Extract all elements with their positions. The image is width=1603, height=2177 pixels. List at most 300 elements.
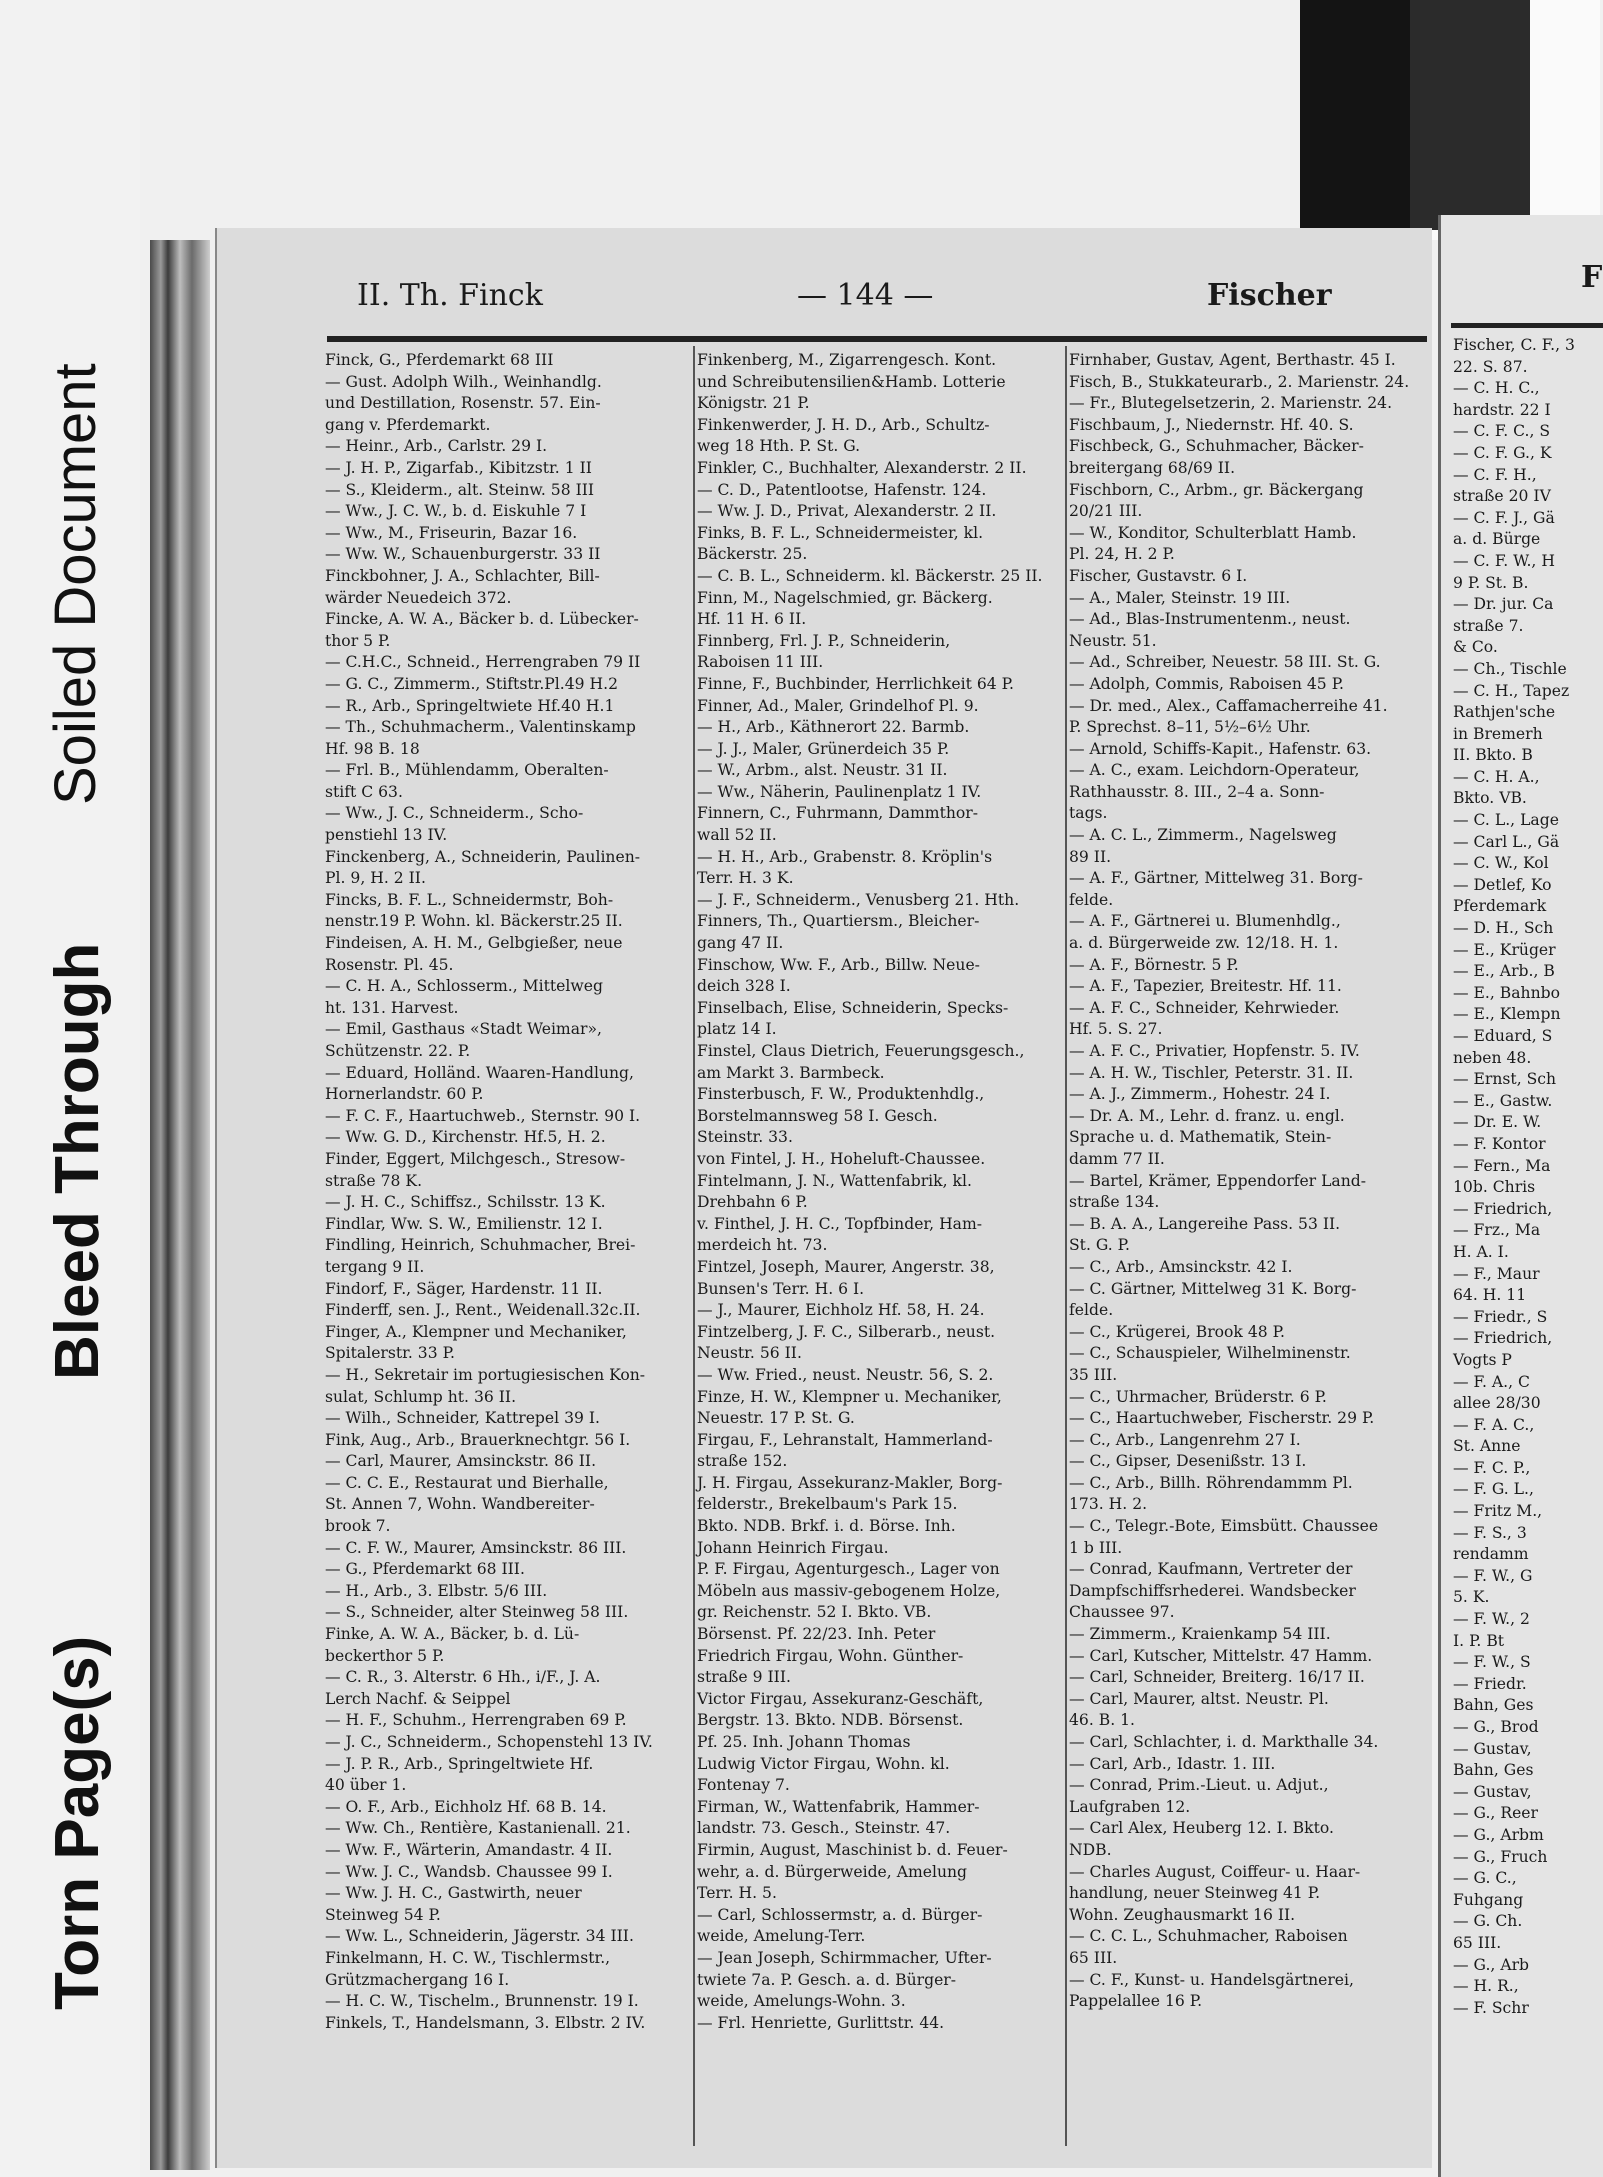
directory-entry-line: I. P. Bt [1453,1631,1505,1650]
directory-entry-line: — J. J., Maler, Grünerdeich 35 P. [697,739,950,758]
directory-entry-line: penstiehl 13 IV. [325,826,448,845]
directory-entry-line: Finger, A., Klempner und Mechaniker, [325,1322,627,1341]
directory-entry-line: Rosenstr. Pl. 45. [325,955,454,974]
directory-entry-line: Ludwig Victor Firgau, Wohn. kl. [697,1754,950,1773]
directory-entry-line: — H. F., Schuhm., Herrengraben 69 P. [325,1711,627,1730]
directory-entry-line: — Ernst, Sch [1453,1070,1557,1089]
directory-entry-line: gr. Reichenstr. 52 I. Bkto. VB. [697,1603,932,1622]
directory-entry-line: Fischer, C. F., 3 [1453,336,1575,354]
directory-entry-line: Pferdemark [1453,897,1547,916]
directory-entry-line: & Co. [1453,638,1498,657]
directory-entry-line: sulat, Schlump ht. 36 II. [325,1387,517,1406]
directory-entry-line: — F. W., 2 [1453,1610,1530,1629]
directory-entry-line: — F., Maur [1453,1264,1540,1283]
directory-entry-line: Fink, Aug., Arb., Brauerknechtgr. 56 I. [325,1430,631,1449]
directory-entry-line: Bunsen's Terr. H. 6 I. [697,1279,865,1298]
directory-entry-line: Finck, G., Pferdemarkt 68 III [325,351,554,369]
directory-entry-line: — E., Arb., B [1453,962,1555,981]
directory-entry-line: — W., Arbm., alst. Neustr. 31 II. [697,761,948,780]
directory-entry-line: Hornerlandstr. 60 P. [325,1085,484,1104]
directory-entry-line: — Eduard, Holländ. Waaren-Handlung, [325,1063,634,1082]
directory-entry-line: v. Finthel, J. H. C., Topfbinder, Ham- [697,1214,983,1233]
directory-entry-line: II. Bkto. B [1453,746,1533,765]
directory-entry-line: Steinstr. 33. [697,1128,793,1147]
directory-entry-line: thor 5 P. [325,631,391,650]
directory-entry-line: — Ww. J. C., Wandsb. Chaussee 99 I. [325,1862,613,1881]
directory-entry-line: Firnhaber, Gustav, Agent, Berthastr. 45 I. [1069,351,1396,369]
next-page-header: F [1581,260,1603,295]
directory-entry-line: Wohn. Zeughausmarkt 16 II. [1069,1905,1296,1924]
torn-pages-label: Torn Page(s) [43,1635,112,2010]
directory-entry-line: damm 77 II. [1069,1149,1165,1168]
directory-entry-line: Hf. 98 B. 18 [325,739,420,758]
directory-entry-line: 20/21 III. [1069,502,1143,521]
directory-entry-line: — F. C. F., Haartuchweb., Sternstr. 90 I. [325,1106,641,1125]
directory-entry-line: Finkenwerder, J. H. D., Arb., Schultz- [697,415,990,434]
directory-entry-line: straße 20 IV [1453,487,1551,506]
directory-entry-line: — C. F. H., [1453,465,1537,484]
directory-entry-line: — O. F., Arb., Eichholz Hf. 68 B. 14. [325,1797,607,1816]
directory-entry-line: — Frl. B., Mühlendamm, Oberalten- [325,761,609,780]
directory-entry-line: — C. H. A., Schlosserm., Mittelweg [325,977,603,996]
scan-dark-band [1300,0,1410,230]
directory-entry-line: St. Anne [1453,1437,1521,1456]
directory-entry-line: weide, Amelungs-Wohn. 3. [697,1992,906,2011]
directory-entry-line: Neustr. 51. [1069,631,1157,650]
directory-entry-line: Finstel, Claus Dietrich, Feuerungsgesch., [697,1042,1025,1060]
directory-entry-line: straße 7. [1453,616,1524,635]
directory-entry-line: 65 III. [1453,1933,1502,1952]
directory-entry-line: Pappelallee 16 P. [1069,1992,1203,2011]
directory-entry-line: — Dr. jur. Ca [1453,595,1554,614]
directory-entry-line: — H. C. W., Tischelm., Brunnenstr. 19 I. [325,1992,639,2011]
directory-entry-line: — Conrad, Kaufmann, Vertreter der [1069,1560,1353,1579]
bleed-through-label: Bleed Through [43,942,112,1380]
directory-entry-line: — Frl. Henriette, Gurlittstr. 44. [697,2013,945,2032]
directory-entry-line: — F. G. L., [1453,1480,1534,1499]
directory-entry-line: — C., Schauspieler, Wilhelminenstr. [1069,1344,1351,1363]
directory-entry-line: Bkto. NDB. Brkf. i. d. Börse. Inh. [697,1517,956,1536]
directory-entry-line: wärder Neuedeich 372. [325,588,512,607]
directory-entry-line: 9 P. St. B. [1453,573,1529,592]
directory-entry-line: brook 7. [325,1517,391,1536]
directory-entry-line: P. Sprechst. 8–11, 5½–6½ Uhr. [1069,718,1311,737]
directory-entry-line: Finschow, Ww. F., Arb., Billw. Neue- [697,955,980,974]
directory-entry-line: — C. H. A., [1453,767,1540,786]
directory-entry-line: — C. F. W., Maurer, Amsinckstr. 86 III. [325,1538,627,1557]
directory-entry-line: 10b. Chris [1453,1178,1536,1197]
directory-entry-line: Neustr. 56 II. [697,1344,802,1363]
directory-entry-line: — Fern., Ma [1453,1156,1551,1175]
directory-entry-line: Findling, Heinrich, Schuhmacher, Brei- [325,1236,636,1255]
directory-entry-line: a. d. Bürge [1453,530,1541,549]
directory-entry-line: — C. C. E., Restaurat und Bierhalle, [325,1473,609,1492]
directory-entry-line: Finn, M., Nagelschmied, gr. Bäckerg. [697,588,993,607]
directory-entry-line: Borstelmannsweg 58 I. Gesch. [697,1106,938,1125]
directory-entry-line: Johann Heinrich Firgau. [697,1538,889,1557]
directory-entry-line: Bkto. VB. [1453,789,1527,808]
directory-entry-line: Finder, Eggert, Milchgesch., Stresow- [325,1149,626,1168]
directory-entry-line: Firmin, August, Maschinist b. d. Feuer- [697,1840,1008,1859]
directory-entry-line: — C., Krügerei, Brook 48 P. [1069,1322,1285,1341]
directory-entry-line: — C., Gipser, Desenißstr. 13 I. [1069,1452,1307,1471]
directory-entry-line: — A. F., Börnestr. 5 P. [1069,955,1239,974]
directory-entry-line: — C., Haartuchweber, Fischerstr. 29 P. [1069,1409,1375,1428]
directory-entry-line: — C., Uhrmacher, Brüderstr. 6 P. [1069,1387,1327,1406]
directory-entry-line: Finne, F., Buchbinder, Herrlichkeit 64 P. [697,674,1014,693]
directory-column-1 [325,350,690,2034]
directory-entry-line: — Arnold, Schiffs-Kapit., Hafenstr. 63. [1069,739,1372,758]
directory-entry-line: — G. C., Zimmerm., Stiftstr.Pl.49 H.2 [325,674,618,693]
directory-entry-line: 173. H. 2. [1069,1495,1148,1514]
directory-entry-line: 1 b III. [1069,1538,1123,1557]
directory-entry-line: — E., Klempn [1453,1005,1561,1024]
directory-entry-line: Fuhgang [1453,1890,1524,1909]
directory-entry-line: felde. [1069,1301,1114,1320]
directory-entry-line: Hf. 11 H. 6 II. [697,610,807,629]
directory-entry-line: — Dr. A. M., Lehr. d. franz. u. engl. [1069,1106,1345,1125]
directory-entry-line: 35 III. [1069,1365,1118,1384]
directory-entry-line: deich 328 I. [697,977,791,996]
directory-entry-line: — Ww. J. D., Privat, Alexanderstr. 2 II. [697,502,997,521]
directory-entry-line: stift C 63. [325,782,403,801]
directory-entry-line: — Ch., Tischle [1453,659,1567,678]
directory-entry-line: — Ww., J. C., Schneiderm., Scho- [325,804,584,823]
directory-entry-line: in Bremerh [1453,724,1543,743]
directory-entry-line: — F. Kontor [1453,1134,1546,1153]
directory-entry-line: nenstr.19 P. Wohn. kl. Bäckerstr.25 II. [325,912,623,931]
directory-entry-line: Finkenberg, M., Zigarrengesch. Kont. [697,351,997,369]
directory-entry-line: — Friedrich, [1453,1199,1553,1218]
directory-entry-line: Lerch Nachf. & Seippel [325,1689,511,1708]
directory-entry-line: — H. H., Arb., Grabenstr. 8. Kröplin's [697,847,993,866]
directory-entry-line: Finckenberg, A., Schneiderin, Paulinen- [325,847,641,866]
page-header [357,278,1427,318]
directory-entry-line: — Ad., Schreiber, Neuestr. 58 III. St. G. [1069,653,1381,672]
directory-entry-line: Finkelmann, H. C. W., Tischlermstr., [325,1948,611,1967]
directory-entry-line: — Ww. F., Wärterin, Amandastr. 4 II. [325,1840,613,1859]
column-divider [693,346,695,2146]
directory-entry-line: — Ww. W., Schauenburgerstr. 33 II [325,545,601,564]
directory-entry-line: — J. H. C., Schiffsz., Schilsstr. 13 K. [325,1193,606,1212]
directory-entry-line: — A. F., Tapezier, Breitestr. Hf. 11. [1069,977,1342,996]
directory-entry-line: Bäckerstr. 25. [697,545,808,564]
directory-entry-line: Schützenstr. 22. P. [325,1042,471,1060]
directory-entry-line: und Destillation, Rosenstr. 57. Ein- [325,394,601,413]
directory-entry-line: Pl. 9, H. 2 II. [325,869,426,888]
directory-entry-line: H. A. I. [1453,1242,1509,1261]
directory-entry-line: — C. F., Kunst- u. Handelsgärtnerei, [1069,1970,1354,1989]
directory-entry-line: — Gustav, [1453,1782,1532,1801]
directory-entry-line: — J. P. R., Arb., Springeltwiete Hf. [325,1754,594,1773]
directory-entry-line: — Friedr., S [1453,1307,1548,1326]
directory-entry-line: Findlar, Ww. S. W., Emilienstr. 12 I. [325,1214,603,1233]
directory-entry-line: — C. D., Patentlootse, Hafenstr. 124. [697,480,987,499]
directory-entry-line: — C. Gärtner, Mittelweg 31 K. Borg- [1069,1279,1357,1298]
directory-entry-line: wall 52 II. [697,826,777,845]
directory-entry-line: — F. Schr [1453,1998,1529,2017]
directory-entry-line: — G., Fruch [1453,1847,1548,1866]
page-number: — 144 — [797,278,934,313]
directory-entry-line: — C. W., Kol [1453,854,1549,873]
directory-entry-line: — Carl, Kutscher, Mittelstr. 47 Hamm. [1069,1646,1373,1665]
directory-entry-line: von Fintel, J. H., Hoheluft-Chaussee. [697,1149,986,1168]
directory-entry-line: Findorf, F., Säger, Hardenstr. 11 II. [325,1279,603,1298]
directory-entry-line: tergang 9 II. [325,1257,425,1276]
directory-entry-line: Fischbaum, J., Niedernstr. Hf. 40. S. [1069,415,1354,434]
scan-dark-band-2 [1410,0,1530,230]
directory-entry-line: twiete 7a. P. Gesch. a. d. Bürger- [697,1970,957,1989]
directory-entry-line: Firgau, F., Lehranstalt, Hammerland- [697,1430,993,1449]
scan-annotation-banner [0,0,140,2177]
directory-entry-line: — C. L., Lage [1453,811,1559,830]
directory-entry-line: — Carl, Maurer, Amsinckstr. 86 II. [325,1452,597,1471]
directory-entry-line: — C., Telegr.-Bote, Eimsbütt. Chaussee [1069,1517,1379,1536]
directory-entry-line: gang 47 II. [697,934,784,953]
directory-entry-line: Pl. 24, H. 2 P. [1069,545,1175,564]
directory-entry-line: — J. C., Schneiderm., Schopenstehl 13 IV. [325,1733,653,1751]
directory-entry-line: straße 152. [697,1452,788,1471]
directory-entry-line: hardstr. 22 I [1453,400,1551,419]
directory-entry-line: Möbeln aus massiv-gebogenem Holze, [697,1581,1001,1600]
directory-entry-line: — G., Arb [1453,1955,1530,1974]
directory-entry-line: 89 II. [1069,847,1112,866]
directory-entry-line: — C., Arb., Amsinckstr. 42 I. [1069,1257,1293,1276]
directory-entry-line: Pf. 25. Inh. Johann Thomas [697,1733,911,1751]
directory-entry-line: wehr, a. d. Bürgerweide, Amelung [697,1862,968,1881]
header-last-entry: Fischer [1207,278,1332,313]
directory-entry-line: Spitalerstr. 33 P. [325,1344,455,1363]
directory-entry-line: 65 III. [1069,1948,1118,1967]
directory-entry-line: merdeich ht. 73. [697,1236,828,1255]
directory-entry-line: — W., Konditor, Schulterblatt Hamb. [1069,523,1357,542]
directory-entry-line: Finze, H. W., Klempner u. Mechaniker, [697,1387,1002,1406]
directory-entry-line: — Wilh., Schneider, Kattrepel 39 I. [325,1409,601,1428]
directory-entry-line: St. G. P. [1069,1236,1130,1255]
directory-entry-line: — H., Arb., Käthnerort 22. Barmb. [697,718,970,737]
directory-entry-line: — E., Krüger [1453,940,1556,959]
directory-entry-line: — Fr., Blutegelsetzerin, 2. Marienstr. 24. [1069,394,1393,413]
directory-entry-line: — C. R., 3. Alterstr. 6 Hh., i/F., J. A. [325,1668,601,1687]
directory-entry-line: weide, Amelung-Terr. [697,1927,866,1946]
directory-entry-line: — C., Arb., Langenrehm 27 I. [1069,1430,1301,1449]
directory-entry-line: Terr. H. 5. [697,1884,777,1903]
directory-entry-line: — S., Schneider, alter Steinweg 58 III. [325,1603,629,1622]
directory-entry-line: Dampfschiffsrhederei. Wandsbecker [1069,1581,1356,1600]
directory-entry-line: — F. W., G [1453,1566,1533,1585]
directory-entry-line: Finner, Ad., Maler, Grindelhof Pl. 9. [697,696,979,715]
directory-column-2 [697,350,1062,2034]
directory-entry-line: — R., Arb., Springeltwiete Hf.40 H.1 [325,696,615,715]
directory-entry-line: rendamm [1453,1545,1529,1564]
directory-entry-line: — G., Arbm [1453,1825,1544,1844]
directory-entry-line: Fincks, B. F. L., Schneidermstr, Boh- [325,890,614,909]
directory-entry-line: felderstr., Brekelbaum's Park 15. [697,1495,958,1514]
directory-entry-line: Firman, W., Wattenfabrik, Hammer- [697,1797,980,1816]
directory-entry-line: Fischbeck, G., Schuhmacher, Bäcker- [1069,437,1364,456]
directory-entry-line: St. Annen 7, Wohn. Wandbereiter- [325,1495,595,1514]
directory-entry-line: — Carl, Maurer, altst. Neustr. Pl. [1069,1689,1329,1708]
directory-entry-line: — E., Bahnbo [1453,983,1561,1002]
directory-entry-line: — Gustav, [1453,1739,1532,1758]
directory-entry-line: 64. H. 11 [1453,1286,1527,1305]
book-page-edges [150,240,210,2170]
directory-entry-line: Finkler, C., Buchhalter, Alexanderstr. 2 II. [697,458,1027,477]
directory-entry-line: — Detlef, Ko [1453,875,1552,894]
directory-entry-line: 40 über 1. [325,1776,407,1795]
directory-entry-line: — J. F., Schneiderm., Venusberg 21. Hth. [697,890,1020,909]
directory-entry-line: — Eduard, S [1453,1027,1553,1045]
column-divider [1065,346,1067,2146]
directory-entry-line: allee 28/30 [1453,1394,1541,1413]
directory-entry-line: — Ww. Fried., neust. Neustr. 56, S. 2. [697,1365,994,1384]
directory-entry-line: — A. F., Gärtnerei u. Blumenhdlg., [1069,912,1341,931]
directory-entry-line: a. d. Bürgerweide zw. 12/18. H. 1. [1069,934,1339,953]
directory-entry-line: Friedrich Firgau, Wohn. Günther- [697,1646,964,1665]
directory-entry-line: — Ww. Ch., Rentière, Kastanienall. 21. [325,1819,631,1838]
next-page-fragment [1438,215,1603,2177]
directory-entry-line: — H., Sekretair im portugiesischen Kon- [325,1365,646,1384]
directory-entry-line: Terr. H. 3 K. [697,869,794,888]
directory-entry-line: Finke, A. W. A., Bäcker, b. d. Lü- [325,1625,580,1644]
directory-entry-line: — Friedrich, [1453,1329,1553,1348]
directory-entry-line: — Adolph, Commis, Raboisen 45 P. [1069,674,1344,693]
directory-entry-line: — C. H. C., [1453,379,1540,398]
directory-entry-line: — Ww., M., Friseurin, Bazar 16. [325,523,578,542]
directory-entry-line: 22. S. 87. [1453,357,1528,376]
directory-entry-line: — Carl, Schlachter, i. d. Markthalle 34. [1069,1733,1379,1751]
directory-entry-line: Laufgraben 12. [1069,1797,1191,1816]
directory-entry-line: NDB. [1069,1840,1112,1859]
directory-entry-line: — Ww. G. D., Kirchenstr. Hf.5, H. 2. [325,1128,606,1147]
directory-entry-line: felde. [1069,890,1114,909]
next-page-rule [1451,323,1603,328]
directory-entry-line: Bahn, Ges [1453,1696,1534,1715]
directory-entry-line: — F. A. C., [1453,1415,1535,1434]
directory-entry-line: — Friedr. [1453,1674,1527,1693]
directory-entry-line: — C. F. G., K [1453,443,1552,462]
directory-entry-line: — Carl Alex, Heuberg 12. I. Bkto. [1069,1819,1334,1838]
directory-entry-line: — Ad., Blas-Instrumentenm., neust. [1069,610,1351,629]
directory-entry-line: — Ww., J. C. W., b. d. Eiskuhle 7 I [325,502,587,521]
directory-entry-line: Fintzel, Joseph, Maurer, Angerstr. 38, [697,1257,995,1276]
directory-entry-line: — Ww. J. H. C., Gastwirth, neuer [325,1884,582,1903]
directory-entry-line: Finsterbusch, F. W., Produktenhdlg., [697,1085,985,1104]
directory-entry-line: tags. [1069,804,1108,823]
directory-entry-line: straße 9 III. [697,1668,791,1687]
directory-entry-line: — C.H.C., Schneid., Herrengraben 79 II [325,653,641,672]
directory-entry-line: — C. F. C., S [1453,422,1551,441]
directory-entry-line: — S., Kleiderm., alt. Steinw. 58 III [325,480,595,499]
directory-entry-line: Fischborn, C., Arbm., gr. Bäckergang [1069,480,1364,499]
directory-entry-line: — H. R., [1453,1977,1519,1996]
directory-entry-line: Rathjen'sche [1453,703,1556,722]
directory-entry-line: Fintelmann, J. N., Wattenfabrik, kl. [697,1171,972,1190]
directory-entry-line: — G. C., [1453,1869,1517,1888]
directory-entry-line: — C. C. L., Schuhmacher, Raboisen [1069,1927,1348,1946]
directory-entry-line: — Heinr., Arb., Carlstr. 29 I. [325,437,548,456]
directory-entry-line: Finks, B. F. L., Schneidermeister, kl. [697,523,984,542]
directory-entry-line: — Dr. med., Alex., Caffamacherreihe 41. [1069,696,1388,715]
directory-entry-line: breitergang 68/69 II. [1069,458,1236,477]
directory-entry-line: Steinweg 54 P. [325,1905,441,1924]
directory-entry-line: J. H. Firgau, Assekuranz-Makler, Borg- [697,1473,1003,1492]
directory-entry-line: — J. H. P., Zigarfab., Kibitzstr. 1 II [325,458,592,477]
directory-entry-line: — C. F. J., Gä [1453,508,1555,527]
directory-entry-line: — Zimmerm., Kraienkamp 54 III. [1069,1625,1331,1644]
directory-entry-line: — Charles August, Coiffeur- u. Haar- [1069,1862,1361,1881]
directory-entry-line: — Dr. E. W. [1453,1113,1542,1132]
directory-entry-line: Finderff, sen. J., Rent., Weidenall.32c.II. [325,1301,641,1320]
soiled-document-label: Soiled Document [43,363,108,805]
directory-entry-line: Hf. 5. S. 27. [1069,1020,1163,1039]
directory-column-3 [1069,350,1434,2013]
directory-entry-line: Königstr. 21 P. [697,394,810,413]
directory-entry-line: — Carl, Schneider, Breiterg. 16/17 II. [1069,1668,1365,1687]
directory-page [215,228,1432,2168]
directory-entry-line: 46. B. 1. [1069,1711,1136,1730]
directory-entry-line: Fontenay 7. [697,1776,790,1795]
directory-entry-line: — Gust. Adolph Wilh., Weinhandlg. [325,372,602,391]
directory-entry-line: Victor Firgau, Assekuranz-Geschäft, [697,1689,984,1708]
directory-entry-line: Finners, Th., Quartiersm., Bleicher- [697,912,980,931]
directory-entry-line: — H., Arb., 3. Elbstr. 5/6 III. [325,1581,548,1600]
directory-entry-line: handlung, neuer Steinweg 41 P. [1069,1884,1321,1903]
directory-entry-line: Bahn, Ges [1453,1761,1534,1780]
directory-entry-line: 5. K. [1453,1588,1490,1607]
directory-entry-line: Fischer, Gustavstr. 6 I. [1069,566,1248,585]
directory-entry-line: — E., Gastw. [1453,1091,1553,1110]
directory-entry-line: — C., Arb., Billh. Röhrendammm Pl. [1069,1473,1353,1492]
directory-entry-line: — B. A. A., Langereihe Pass. 53 II. [1069,1214,1341,1233]
directory-entry-line: — A. C., exam. Leichdorn-Operateur, [1069,761,1360,780]
directory-entry-line: — G., Brod [1453,1718,1539,1736]
directory-entry-line: — A. F. C., Schneider, Kehrwieder. [1069,998,1340,1017]
directory-entry-line: — A. F., Gärtner, Mittelweg 31. Borg- [1069,869,1363,888]
directory-entry-line: — A. C. L., Zimmerm., Nagelsweg [1069,826,1337,845]
directory-entry-line: — F. W., S [1453,1653,1531,1672]
directory-entry-line: — A. J., Zimmerm., Hohestr. 24 I. [1069,1085,1331,1104]
directory-entry-line: Vogts P [1453,1350,1512,1369]
directory-entry-line: Fisch, B., Stukkateurarb., 2. Marienstr. 24. [1069,372,1410,391]
directory-entry-line: platz 14 I. [697,1020,777,1039]
directory-entry-line: beckerthor 5 P. [325,1646,445,1665]
directory-entry-line: — Th., Schuhmacherm., Valentinskamp [325,718,636,737]
directory-entry-line: Finselbach, Elise, Schneiderin, Specks- [697,998,1009,1017]
directory-entry-line: gang v. Pferdemarkt. [325,415,491,434]
directory-entry-line: Chaussee 97. [1069,1603,1175,1622]
directory-entry-line: neben 48. [1453,1048,1532,1067]
directory-entry-line: Finckbohner, J. A., Schlachter, Bill- [325,566,600,585]
directory-entry-line: — F. A., C [1453,1372,1530,1391]
directory-entry-line: P. F. Firgau, Agenturgesch., Lager von [697,1560,1000,1579]
directory-entry-line: Raboisen 11 III. [697,653,824,672]
directory-entry-line: — C. F. W., H [1453,551,1555,570]
directory-entry-line: Drehbahn 6 P. [697,1193,808,1212]
directory-entry-line: — A., Maler, Steinstr. 19 III. [1069,588,1291,607]
header-rule [327,336,1427,342]
directory-entry-line: Fincke, A. W. A., Bäcker b. d. Lübecker- [325,610,639,629]
directory-entry-line: — Ww., Näherin, Paulinenplatz 1 IV. [697,782,982,801]
directory-entry-line: — Carl L., Gä [1453,832,1560,851]
directory-entry-line: Finnern, C., Fuhrmann, Dammthor- [697,804,979,823]
directory-column-4 [1453,335,1603,2019]
directory-entry-line: — G., Pferdemarkt 68 III. [325,1560,525,1579]
directory-entry-line: — A. H. W., Tischler, Peterstr. 31. II. [1069,1063,1354,1082]
directory-entry-line: Findeisen, A. H. M., Gelbgießer, neue [325,934,623,953]
directory-entry-line: — F. S., 3 [1453,1523,1527,1542]
directory-entry-line: — Carl, Arb., Idastr. 1. III. [1069,1754,1276,1773]
